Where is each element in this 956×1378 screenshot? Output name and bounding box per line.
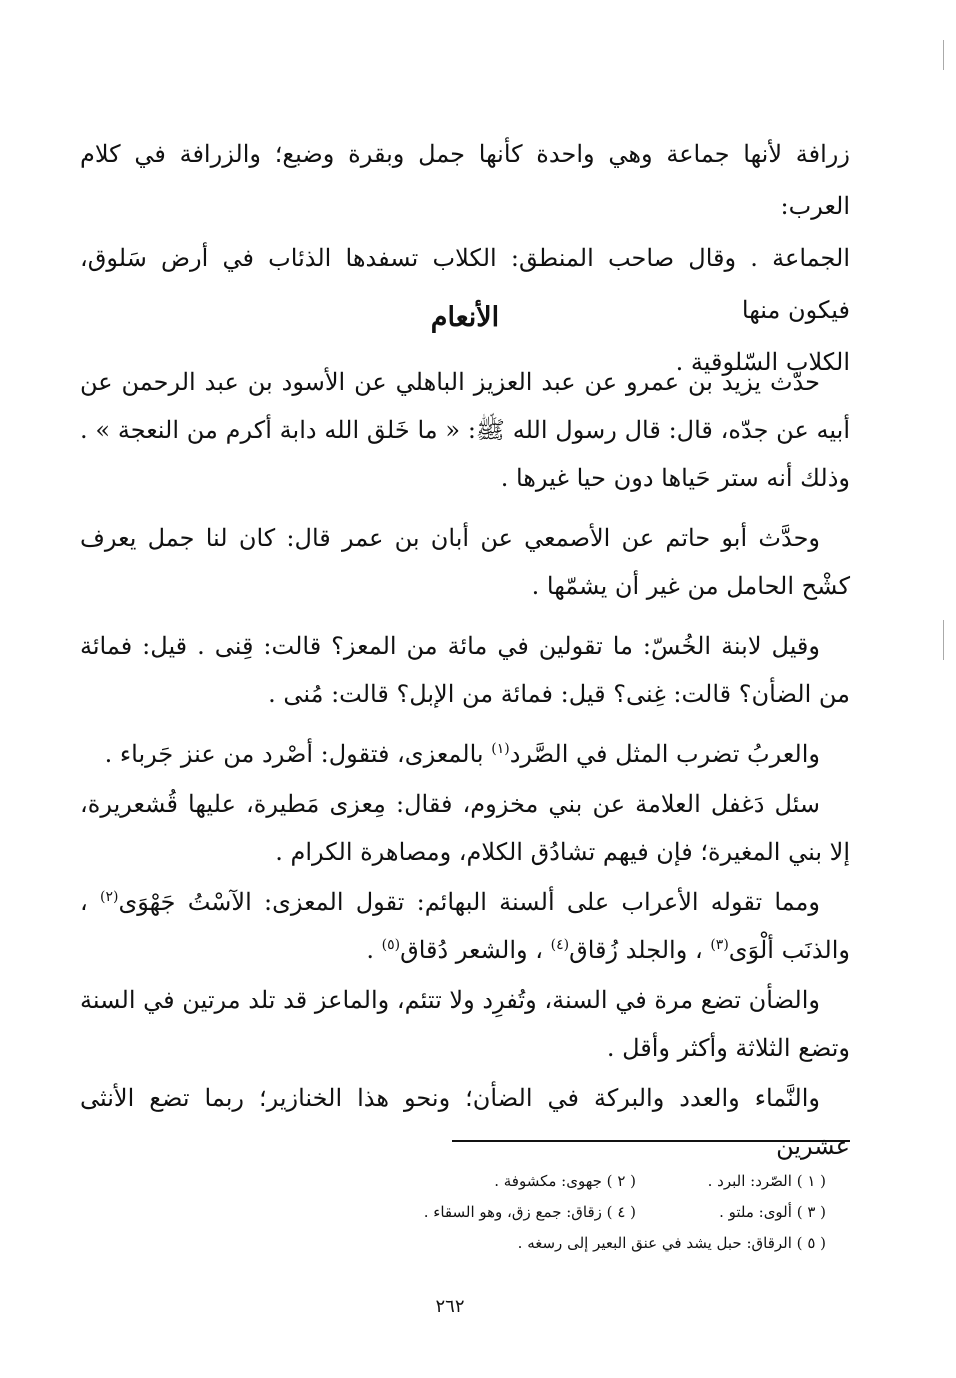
- footnote-rule: [452, 1140, 850, 1142]
- intro-line-2: الجماعة . وقال صاحب المنطق: الكلاب تسفدها الذئاب في أرض سَلوق، فيكون منها: [80, 244, 850, 324]
- footnote-row: [380, 1197, 826, 1228]
- footnotes: [380, 1166, 826, 1259]
- paragraph-sard-text-2: بالمعزى، فتقول: أصْرد من عنز جَرباء .: [104, 740, 492, 768]
- paragraph-nama: والنَّماء والعدد والبركة في الضأن؛ ونحو هذا الخنازير؛ ربما تضع الأنثى عشرين: [80, 1084, 850, 1160]
- paragraph-sard-text-1: والعربُ تضرب المثل في الصَّرد: [509, 740, 820, 768]
- margin-mark: [943, 620, 944, 660]
- paragraph-hadith: حدّث يزيد بن عمرو عن عبد العزيز الباهلي عن الأسود بن عبد الرحمن عن أبيه عن جدّه، قال: قال رسول الله ﷺ: « ما خَلق الله دابة أكرم من النعجة » . وذلك أنه ستر حَياها دون حيا غيرها .: [80, 368, 850, 492]
- paragraph-khuss: وقيل لابنة الخُسّ: ما تقولين في مائة من المعز؟ قالت: قِنى . قيل: فمائة من الضأن؟ قالت: غِنى؟ قيل: فمائة من الإبل؟ قالت: مُنى .: [80, 632, 850, 708]
- footnote-4: ( ٤ ) زقاق: جمع زق، وهو السقاء .: [423, 1203, 636, 1221]
- page-number: ٢٦٢: [435, 1296, 465, 1317]
- footnote-1: ( ١ ) الصّرد: البرد .: [707, 1172, 826, 1190]
- intro-text: [80, 128, 850, 388]
- paragraph-sard: [80, 730, 850, 778]
- paragraph-bahaim: [80, 878, 850, 974]
- paragraph-bahaim-text-2: ، والذنَب ألْوَى: [80, 888, 850, 964]
- footnote-row: [380, 1228, 826, 1259]
- intro-line-1: زرافة لأنها جماعة وهي واحدة كأنها جمل وبقرة وضبع؛ والزرافة في كلام العرب:: [80, 140, 850, 220]
- paragraph-bahaim-text-5: .: [366, 936, 382, 964]
- footnote-3: ( ٣ ) ألوى: ملتو .: [719, 1203, 826, 1221]
- footnote-2: ( ٢ ) جهوى: مكشوفة .: [494, 1172, 636, 1190]
- paragraph-bahaim-text-3: ، والجلد زُقاق: [569, 936, 711, 964]
- footnote-5: ( ٥ ) الرقاق: حبل يشد في عنق البعير إلى رسغه .: [517, 1234, 826, 1252]
- paragraph-daan: والضأن تضع مرة في السنة، وتُفرِد ولا تتئم، والماعز قد تلد مرتين في السنة وتضع الثلاثة وأكثر وأقل .: [80, 986, 850, 1062]
- footnote-ref-3: (٣): [710, 937, 729, 953]
- margin-mark: [943, 40, 944, 70]
- intro-line-3: الكلاب السّلوقية .: [675, 348, 850, 376]
- footnote-ref-2: (٢): [99, 889, 119, 905]
- footnote-ref-1: (١): [491, 741, 510, 757]
- paragraph-bahaim-text-4: ، والشعر دُقاق: [400, 936, 551, 964]
- section-body: [80, 358, 850, 1172]
- paragraph-bahaim-text-1: ومما تقوله الأعراب على ألسنة البهائم: تقول المعزى: الآسْتُ جَهْوَى: [118, 888, 821, 916]
- footnote-row: [380, 1166, 826, 1197]
- footnote-ref-4: (٤): [550, 937, 570, 953]
- footnote-ref-5: (٥): [381, 937, 401, 953]
- paragraph-camel: وحدَّث أبو حاتم عن الأصمعي عن أبان بن عمر قال: كان لنا جمل يعرف كشْح الحامل من غير أن يشمّها .: [80, 524, 850, 600]
- paragraph-daghfal: سئل دَغفل العلامة عن بني مخزوم، فقال: مِعزى مَطيرة، عليها قُشعريرة، إلا بني المغيرة؛ فإن فيهم تشادُق الكلام، ومصاهرة الكرام .: [80, 790, 850, 866]
- section-heading: الأنعام: [430, 302, 500, 333]
